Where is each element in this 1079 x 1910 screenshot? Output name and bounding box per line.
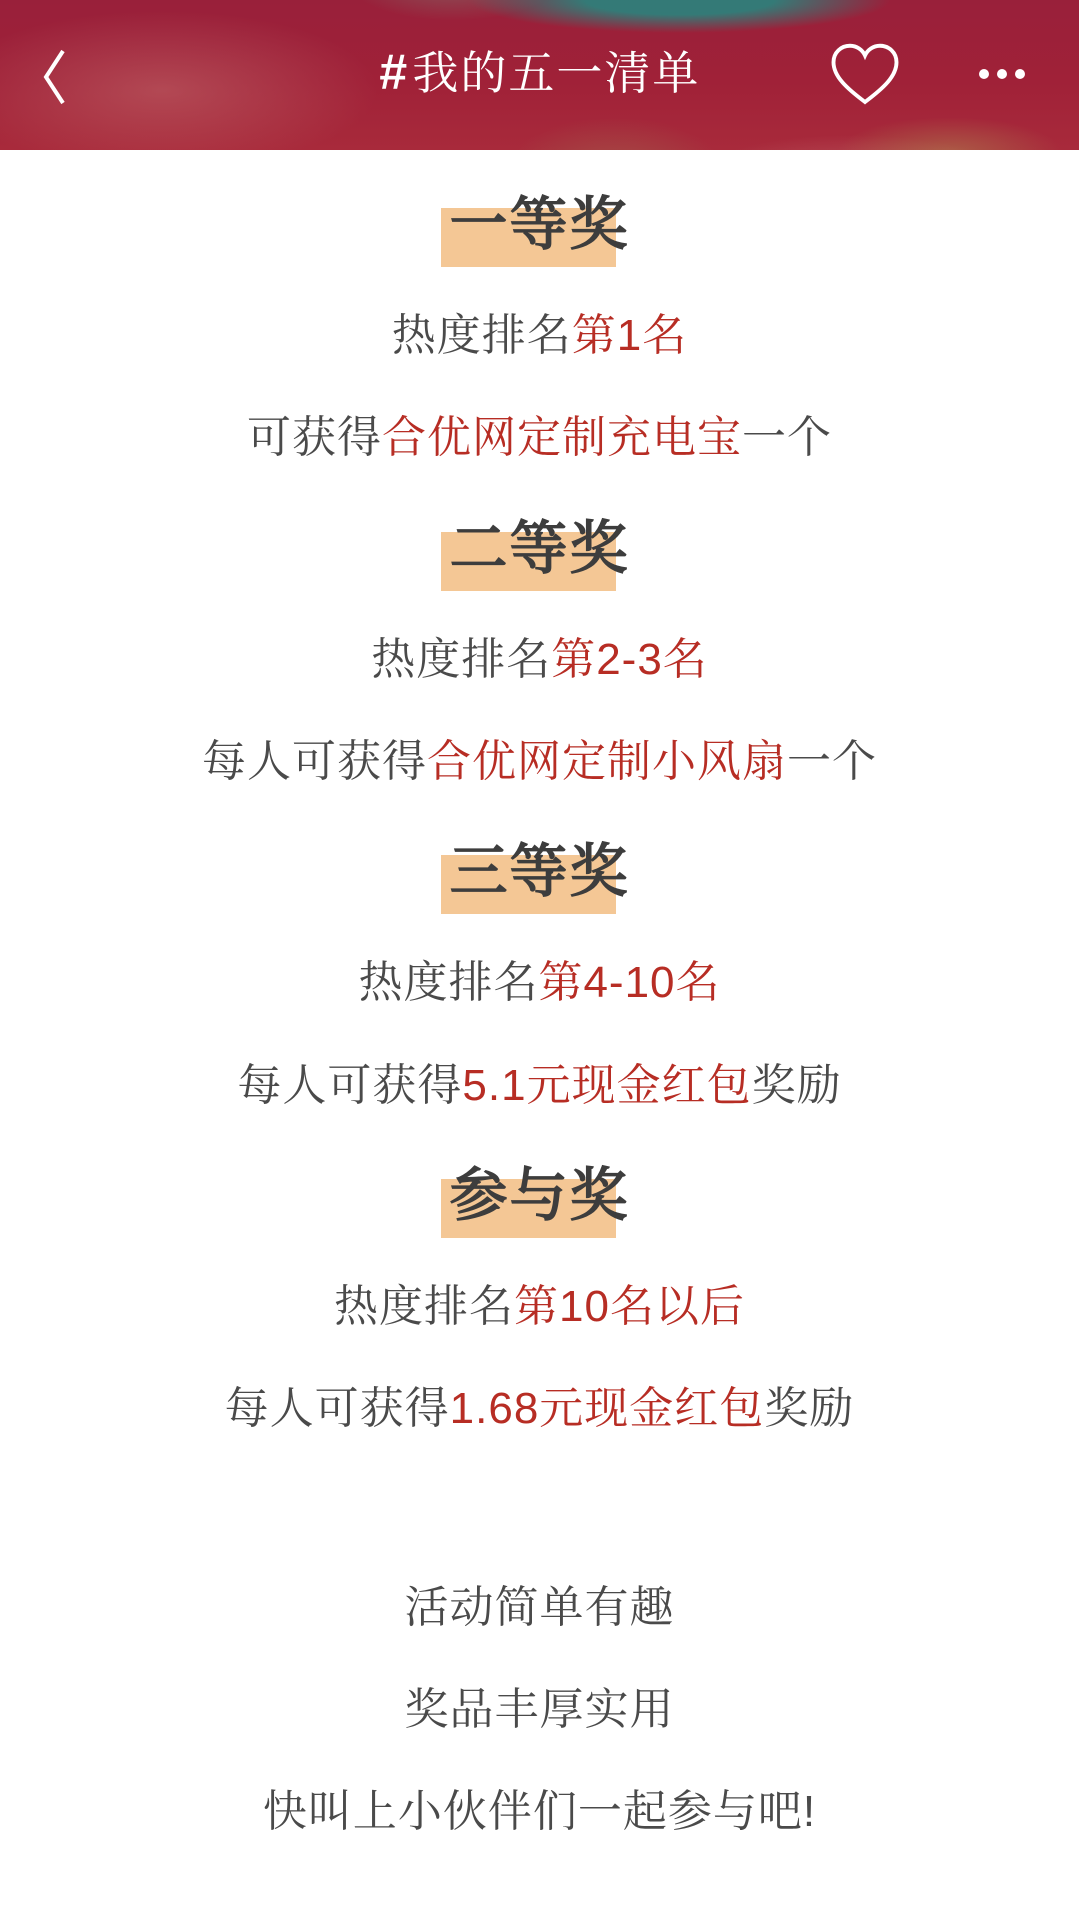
rank-line <box>0 1283 1079 1331</box>
reward-prefix: 每人可获得 <box>237 1060 463 1110</box>
app-header <box>0 0 1079 150</box>
footer-line: 活动简单有趣 <box>404 1582 675 1632</box>
prize-tier-heading <box>0 1163 1079 1229</box>
rank-line <box>0 636 1079 684</box>
reward-line <box>0 1062 1079 1110</box>
ellipsis-icon <box>979 69 1025 79</box>
tier-highlight-box: 一等奖 <box>449 192 630 257</box>
back-button[interactable] <box>20 34 90 119</box>
rank-prefix: 热度排名 <box>391 310 572 360</box>
nav-bar <box>0 0 1079 150</box>
footer-slogans <box>0 1584 1079 1837</box>
reward-suffix: 奖励 <box>764 1384 855 1434</box>
rank-prefix: 热度排名 <box>358 958 539 1008</box>
prize-tier-heading <box>0 515 1079 581</box>
prize-tier-heading <box>0 839 1079 905</box>
reward-suffix: 一个 <box>787 736 877 786</box>
reward-line <box>0 1385 1079 1433</box>
tier-highlight-box: 三等奖 <box>449 839 630 905</box>
prize-section-second <box>0 515 1079 787</box>
reward-highlight: 合优网定制充电宝 <box>382 413 742 463</box>
reward-prefix: 每人可获得 <box>202 736 427 786</box>
rank-highlight: 第4-10名 <box>538 958 721 1008</box>
heart-icon <box>828 42 902 108</box>
rank-highlight: 第10名以后 <box>514 1281 745 1331</box>
footer-line: 快叫上小伙伴们一起参与吧! <box>262 1787 817 1837</box>
reward-line <box>0 414 1079 462</box>
prize-section-first <box>0 192 1079 463</box>
rank-line <box>0 959 1079 1007</box>
reward-highlight: 合优网定制小风扇 <box>427 736 787 786</box>
reward-prefix: 每人可获得 <box>224 1384 450 1434</box>
page-title <box>379 37 701 103</box>
rank-highlight: 第2-3名 <box>551 634 708 684</box>
reward-prefix: 可获得 <box>247 413 382 463</box>
reward-highlight: 5.1元现金红包 <box>462 1060 752 1110</box>
prize-tier-heading <box>0 192 1079 257</box>
page-title-text: 我的五一清单 <box>412 47 701 99</box>
tier-highlight-box: 二等奖 <box>449 515 630 581</box>
rank-line <box>0 312 1079 360</box>
hashtag-symbol: # <box>378 44 409 100</box>
rank-highlight: 第1名 <box>571 310 688 360</box>
tier-highlight-box: 参与奖 <box>449 1163 630 1229</box>
chevron-left-icon <box>40 47 70 107</box>
prize-list <box>0 150 1079 1837</box>
rank-prefix: 热度排名 <box>371 634 552 684</box>
more-options-button[interactable] <box>967 48 1037 100</box>
rank-prefix: 热度排名 <box>334 1281 515 1331</box>
prize-section-participation <box>0 1163 1079 1434</box>
reward-line <box>0 738 1079 786</box>
footer-line: 奖品丰厚实用 <box>404 1685 675 1735</box>
reward-suffix: 奖励 <box>751 1060 842 1110</box>
prize-section-third <box>0 839 1079 1110</box>
reward-highlight: 1.68元现金红包 <box>449 1384 765 1434</box>
reward-suffix: 一个 <box>742 413 832 463</box>
favorite-button[interactable] <box>827 40 903 110</box>
